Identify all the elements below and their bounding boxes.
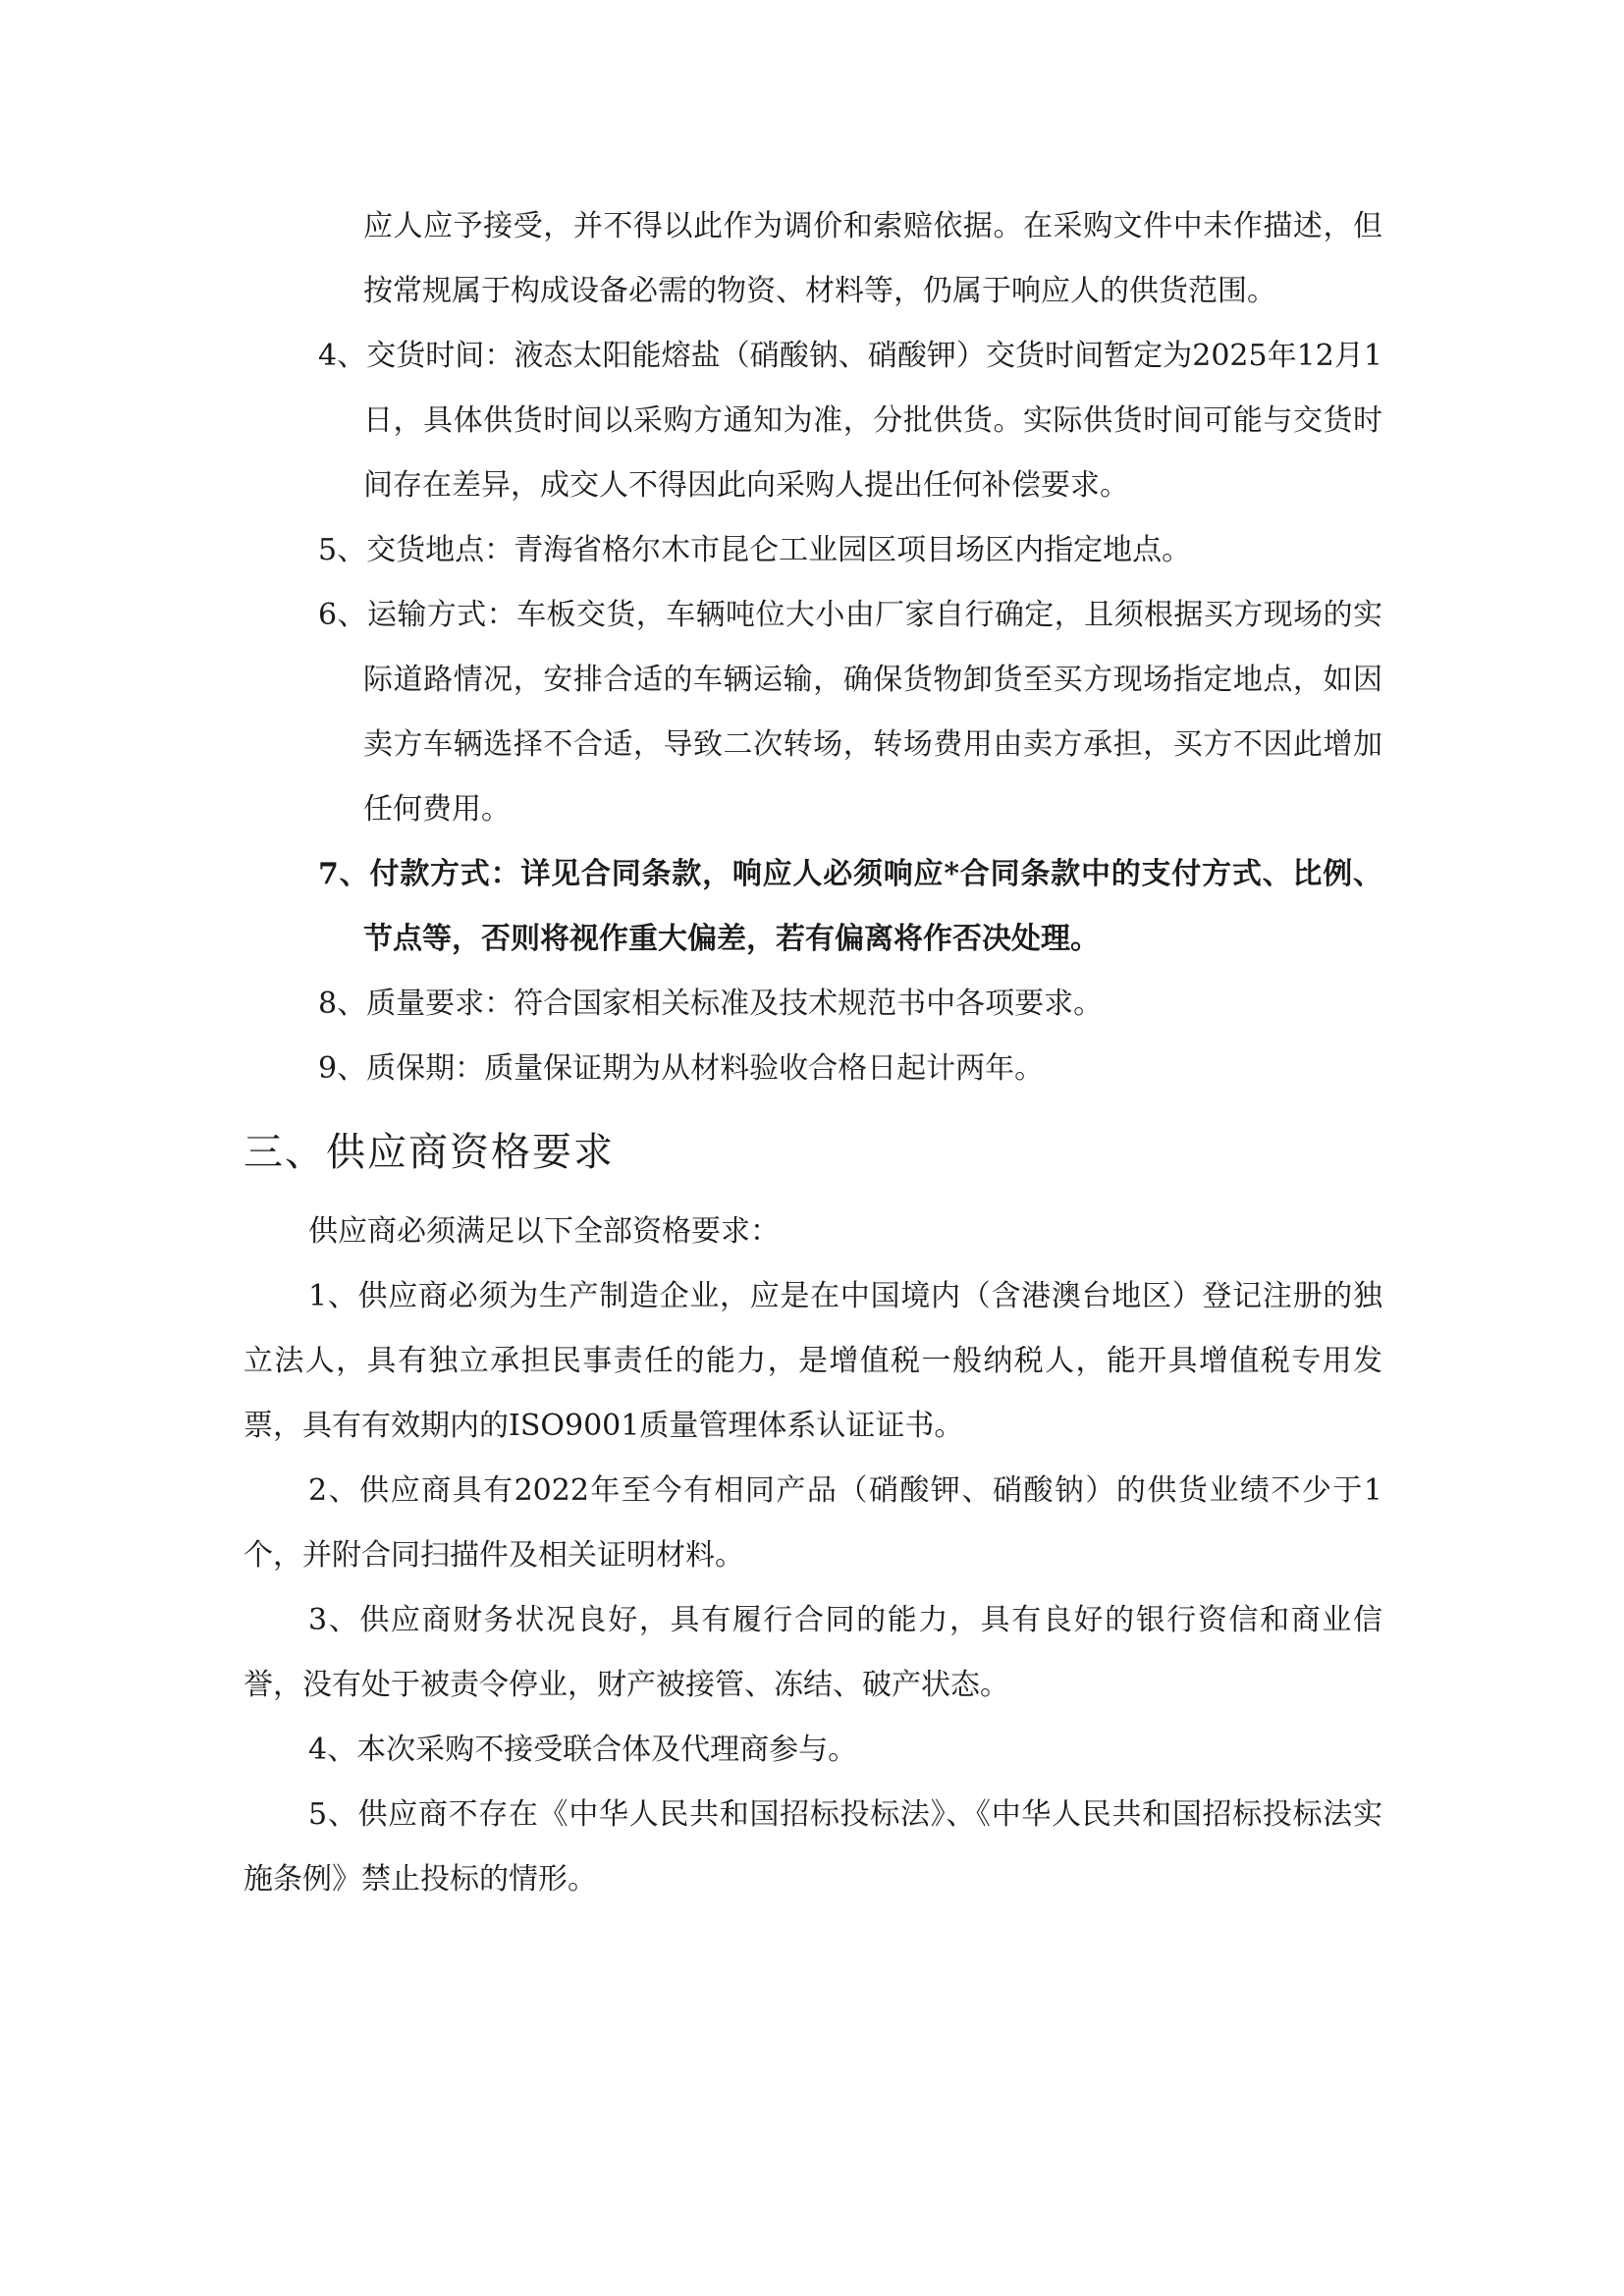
delivery-location-item: 5、交货地点：青海省格尔木市昆仑工业园区项目场区内指定地点。 [318,533,1192,567]
item3-continuation: 应人应予接受，并不得以此作为调价和索赔依据。在采购文件中未作描述，但按常规属于构成设备必需的物资、材料等，仍属于响应人的供货范围。 [363,209,1382,308]
qualification-intro: 供应商必须满足以下全部资格要求： [308,1214,780,1249]
qualification-item-1: 1、供应商必须为生产制造企业，应是在中国境内（含港澳台地区）登记注册的独立法人，具有独立承担民事责任的能力，是增值税一般纳税人，能开具增值税专用发票，具有有效期内的ISO9001质量管理体系认证证书。 [244,1279,1382,1443]
payment-method-item: 7、付款方式：详见合同条款，响应人必须响应*合同条款中的支付方式、比例、节点等，否则将视作重大偏差，若有偏离将作否决处理。 [318,857,1382,956]
section-heading-supplier-qualifications: 三、供应商资格要求 [244,1130,615,1175]
document-body [244,194,1382,1912]
qualification-item-4: 4、本次采购不接受联合体及代理商参与。 [308,1733,858,1767]
warranty-period-item: 9、质保期：质量保证期为从材料验收合格日起计两年。 [318,1051,1045,1086]
qualification-item-5: 5、供应商不存在《中华人民共和国招标投标法》、《中华人民共和国招标投标法实施条例》禁止投标的情形。 [244,1797,1382,1896]
transport-method-item: 6、运输方式：车板交货，车辆吨位大小由厂家自行确定，且须根据买方现场的实际道路情况，安排合适的车辆运输，确保货物卸货至买方现场指定地点，如因卖方车辆选择不合适，导致二次转场，转场费用由卖方承担，买方不因此增加任何费用。 [318,598,1382,827]
qualification-item-3: 3、供应商财务状况良好，具有履行合同的能力，具有良好的银行资信和商业信誉，没有处于被责令停业，财产被接管、冻结、破产状态。 [244,1603,1382,1702]
qualification-item-2: 2、供应商具有2022年至今有相同产品（硝酸钾、硝酸钠）的供货业绩不少于1个，并附合同扫描件及相关证明材料。 [244,1473,1382,1573]
delivery-time-item: 4、交货时间：液态太阳能熔盐（硝酸钠、硝酸钾）交货时间暂定为2025年12月1日，具体供货时间以采购方通知为准，分批供货。实际供货时间可能与交货时间存在差异，成交人不得因此向采购人提出任何补偿要求。 [318,339,1382,503]
quality-requirement-item: 8、质量要求：符合国家相关标准及技术规范书中各项要求。 [318,987,1104,1021]
